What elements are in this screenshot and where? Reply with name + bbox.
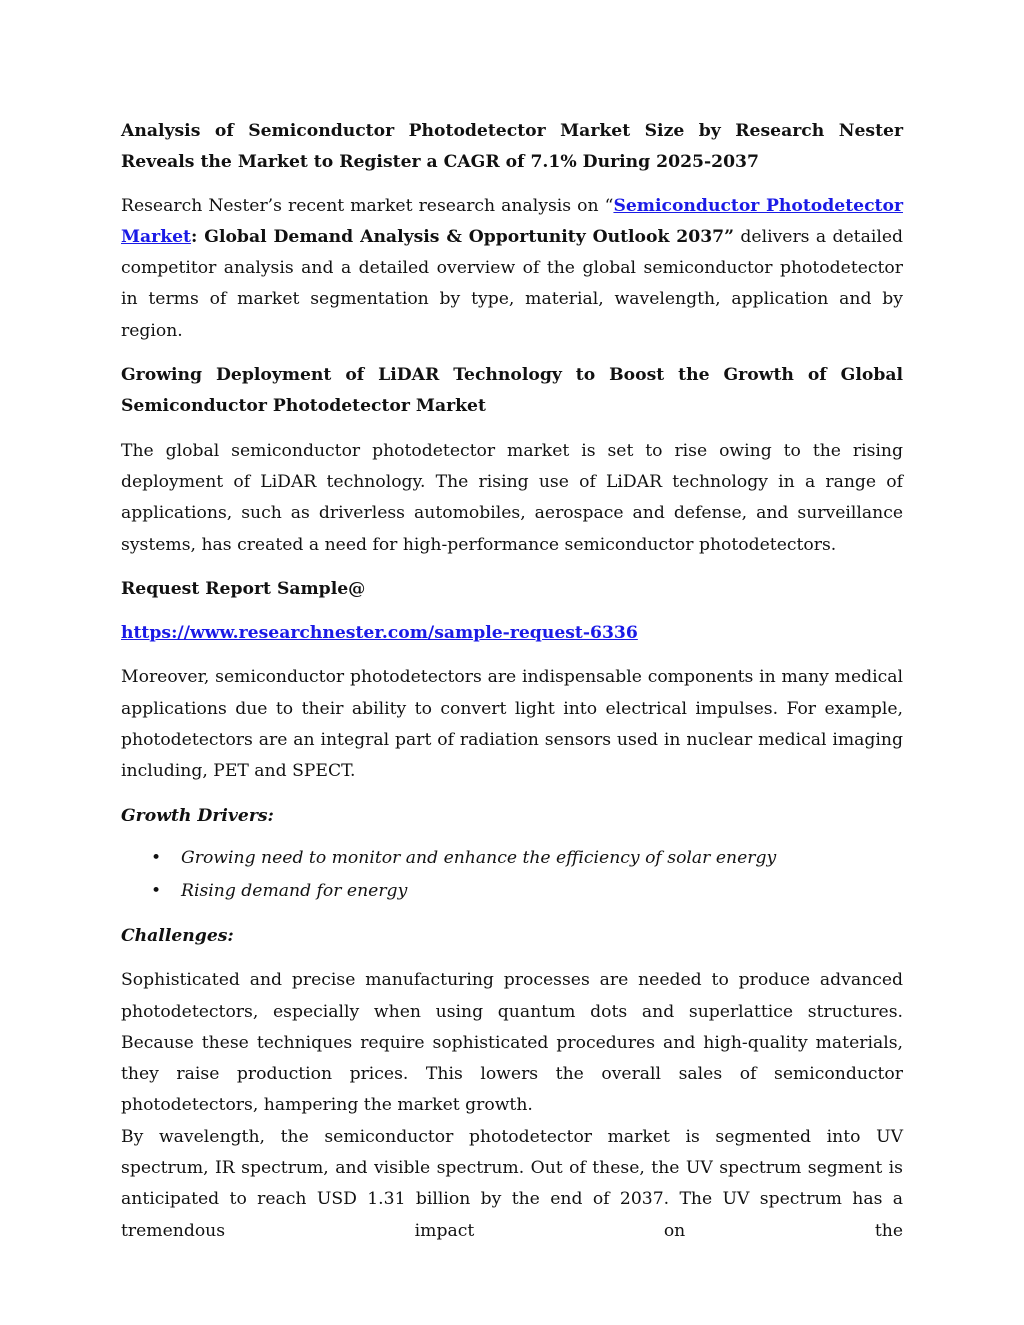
growth-drivers-heading: Growth Drivers: <box>121 805 274 826</box>
growth-drivers-list <box>121 842 903 908</box>
sample-request-link[interactable]: https://www.researchnester.com/sample-request-6336 <box>121 623 638 644</box>
document-page <box>121 116 903 1247</box>
driver-text: Rising demand for energy <box>181 880 408 901</box>
intro-report-title: : Global Demand Analysis & Opportunity Outlook 2037” <box>191 226 735 247</box>
bullet-icon: • <box>151 847 162 868</box>
intro-lead: Research Nester’s recent market research analysis on “ <box>121 195 614 216</box>
list-item <box>121 842 903 875</box>
challenges-heading: Challenges: <box>121 925 234 946</box>
section-heading-lidar: Growing Deployment of LiDAR Technology to Boost the Growth of Global Semiconductor Photodetector Market <box>121 365 903 417</box>
intro-rest: delivers a detailed competitor analysis and a detailed overview of the global semiconductor photodetector in terms of market segmentation by type, material, wavelength, application and by region. <box>121 226 903 341</box>
request-sample-label: Request Report Sample@ <box>121 578 366 599</box>
list-item <box>121 875 903 908</box>
intro-paragraph <box>121 191 903 347</box>
challenges-paragraph: Sophisticated and precise manufacturing processes are needed to produce advanced photodetectors, especially when using quantum dots and superlattice structures. Because these techniques require sophisticated procedures and high-quality materials, they raise production prices. This lowers the overall sales of semiconductor photodetectors, hampering the market growth. <box>121 970 903 1116</box>
semiconductor-photodetector-market-link[interactable]: Semiconductor Photodetector Market <box>121 195 903 247</box>
sample-link-line <box>121 618 903 649</box>
document-title: Analysis of Semiconductor Photodetector Market Size by Research Nester Reveals the Market to Register a CAGR of 7.1% During 2025-2037 <box>121 121 903 173</box>
lidar-paragraph: The global semiconductor photodetector market is set to rise owing to the rising deployment of LiDAR technology. The rising use of LiDAR technology in a range of applications, such as driverless automobiles, aerospace and defense, and surveillance systems, has created a need for high-performance semiconductor photodetectors. <box>121 440 903 555</box>
driver-text: Growing need to monitor and enhance the efficiency of solar energy <box>181 847 777 868</box>
wavelength-paragraph: By wavelength, the semiconductor photodetector market is segmented into UV spectrum, IR spectrum, and visible spectrum. Out of these, the UV spectrum segment is anticipated to reach USD 1.31 billion by the end of 2037. The UV spectrum has a tremendous impact on the <box>121 1126 903 1241</box>
bullet-icon: • <box>151 880 162 901</box>
medical-paragraph: Moreover, semiconductor photodetectors are indispensable components in many medical applications due to their ability to convert light into electrical impulses. For example, photodetectors are an integral part of radiation sensors used in nuclear medical imaging including, PET and SPECT. <box>121 667 903 782</box>
